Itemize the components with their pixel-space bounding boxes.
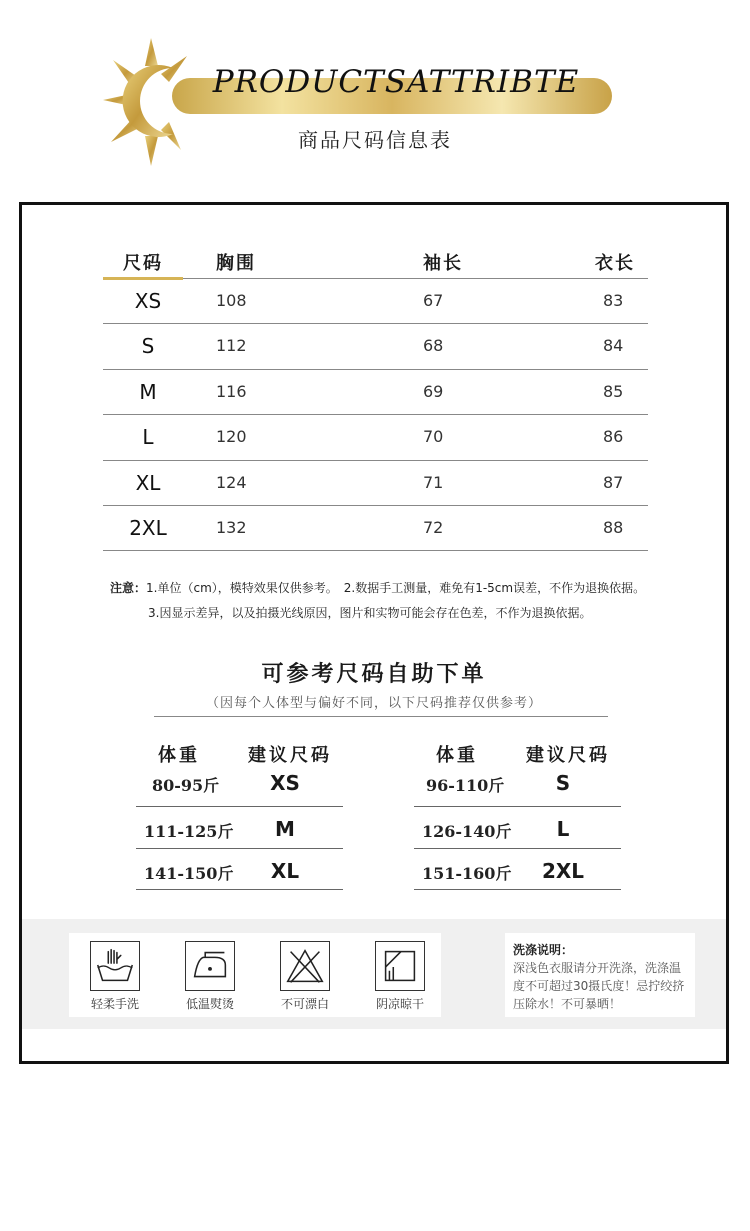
shade-dry-icon — [375, 941, 425, 991]
rec-size: XL — [270, 858, 300, 883]
notes-text-1: 1.单位（cm），模特效果仅供参考。 2.数据手工测量，难免有1-5cm误差，不作为退换依据。 — [146, 581, 646, 595]
header-title: PRODUCTSATTRIBTE — [212, 64, 580, 100]
length-cell: 86 — [603, 427, 624, 447]
page-header — [0, 0, 750, 190]
table-row — [103, 415, 648, 460]
chest-cell: 120 — [216, 427, 247, 447]
rec-size: S — [555, 771, 571, 795]
chest-cell: 132 — [216, 517, 247, 537]
chest-cell: 124 — [216, 472, 247, 492]
header-size: 尺码 — [123, 253, 163, 274]
sleeve-cell: 68 — [423, 336, 444, 356]
rec-header-size: 建议尺码 — [248, 745, 332, 766]
recommendation-table-right — [414, 739, 621, 890]
rec-weight: 96-110斤 — [426, 776, 505, 795]
measurement-notes — [110, 576, 710, 626]
length-cell: 87 — [603, 472, 624, 492]
sleeve-cell: 71 — [423, 472, 444, 492]
length-cell: 83 — [603, 291, 624, 310]
low-iron-icon — [185, 941, 235, 991]
recommendation-table-left — [136, 739, 343, 890]
rec-header-weight: 体重 — [158, 745, 200, 766]
care-label: 低温熨烫 — [185, 997, 234, 1011]
header-length: 衣长 — [595, 253, 635, 274]
table-row — [103, 370, 648, 415]
size-cell: S — [141, 334, 155, 359]
sleeve-cell: 70 — [423, 427, 444, 447]
table-row — [103, 461, 648, 506]
chest-cell: 116 — [216, 381, 247, 401]
rec-size: XS — [270, 771, 300, 795]
rec-header — [136, 739, 343, 769]
table-row — [103, 279, 648, 324]
care-icons-box — [69, 933, 441, 1017]
sleeve-cell: 69 — [423, 381, 444, 401]
care-label: 不可漂白 — [280, 997, 329, 1011]
rec-size: 2XL — [541, 858, 585, 883]
rec-size: L — [556, 817, 570, 841]
divider — [154, 716, 608, 717]
size-cell: XS — [134, 289, 162, 313]
chest-cell: 112 — [216, 336, 247, 356]
length-cell: 84 — [603, 336, 624, 356]
rec-header — [414, 739, 621, 769]
rec-row — [414, 807, 621, 849]
sleeve-cell: 67 — [423, 291, 444, 310]
care-item-shade-dry — [360, 941, 440, 1012]
care-instructions-band — [22, 919, 726, 1029]
table-row — [103, 324, 648, 369]
care-label: 阴凉晾干 — [375, 997, 424, 1011]
rec-weight: 141-150斤 — [144, 863, 234, 883]
header-subtitle: 商品尺码信息表 — [298, 128, 452, 152]
rec-weight: 126-140斤 — [422, 822, 512, 841]
recommendation-title: 可参考尺码自助下单 — [261, 662, 487, 687]
rec-header-weight: 体重 — [436, 745, 478, 766]
size-table — [103, 243, 648, 551]
rec-row — [136, 849, 343, 891]
chest-cell: 108 — [216, 291, 247, 310]
hand-wash-icon — [90, 941, 140, 991]
size-table-header — [103, 243, 648, 279]
header-chest: 胸围 — [216, 253, 256, 274]
wash-text: 深浅色衣服请分开洗涤，洗涤温度不可超过30摄氏度！忌拧绞挤压除水！不可暴晒！ — [513, 961, 685, 1011]
rec-row — [136, 807, 343, 849]
recommendation-subtitle: （因每个人体型与偏好不同，以下尺码推荐仅供参考） — [205, 696, 542, 711]
rec-weight: 151-160斤 — [422, 863, 512, 883]
wash-title: 洗涤说明： — [513, 943, 574, 957]
length-cell: 88 — [603, 517, 624, 537]
rec-row — [414, 849, 621, 891]
care-label: 轻柔手洗 — [90, 997, 139, 1011]
size-cell: M — [139, 379, 157, 404]
care-item-no-bleach — [265, 941, 345, 1012]
length-cell: 85 — [603, 381, 624, 401]
size-info-frame — [19, 202, 729, 1064]
no-bleach-icon — [280, 941, 330, 991]
header-sleeve: 袖长 — [423, 253, 463, 274]
notes-line-2: 3.因显示差异，以及拍摄光线原因，图片和实物可能会存在色差，不作为退换依据。 — [148, 606, 592, 620]
size-cell: XL — [135, 470, 161, 495]
rec-weight: 111-125斤 — [144, 822, 234, 841]
care-item-hand-wash — [75, 941, 155, 1012]
size-cell: 2XL — [129, 515, 167, 540]
size-cell: L — [142, 425, 154, 450]
rec-header-size: 建议尺码 — [526, 745, 610, 766]
rec-weight: 80-95斤 — [152, 776, 220, 795]
notes-line-1 — [110, 576, 710, 601]
rec-row — [414, 769, 621, 807]
rec-row — [136, 769, 343, 807]
rec-size: M — [275, 817, 295, 841]
sleeve-cell: 72 — [423, 517, 444, 537]
wash-instructions-box — [505, 933, 695, 1017]
notes-label: 注意： — [110, 581, 147, 595]
table-row — [103, 506, 648, 551]
care-item-low-iron — [170, 941, 250, 1012]
